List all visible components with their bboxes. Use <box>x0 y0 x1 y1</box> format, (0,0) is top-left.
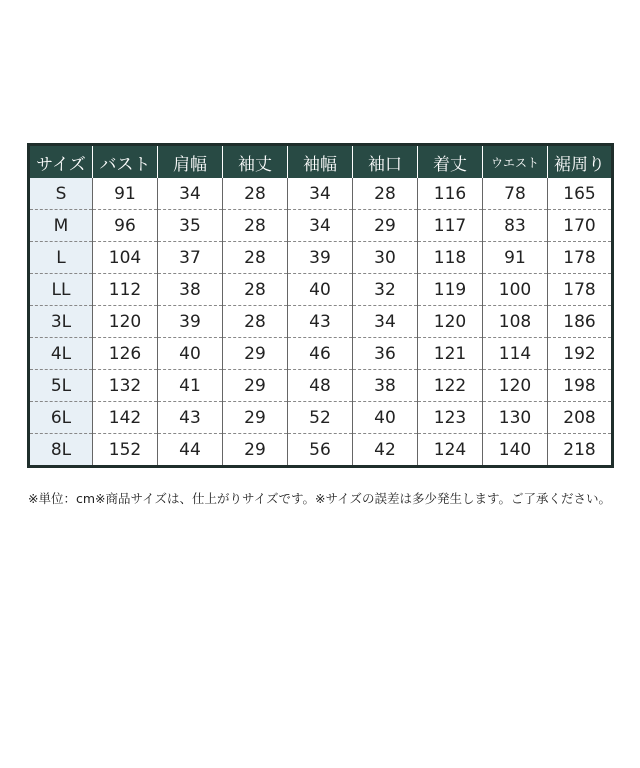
header-sleeve-length: 袖丈 <box>223 145 288 179</box>
table-row <box>29 274 613 306</box>
cell-sleeve-width: 48 <box>288 370 353 402</box>
cell-sleeve-length: 29 <box>223 338 288 370</box>
size-note: ※単位：cm※商品サイズは、仕上がりサイズです。※サイズの誤差は多少発生します。ご了承ください。 <box>28 491 611 506</box>
cell-sleeve-width: 46 <box>288 338 353 370</box>
cell-sleeve-length: 28 <box>223 242 288 274</box>
cell-total-length: 120 <box>418 306 483 338</box>
cell-waist: 78 <box>483 178 548 210</box>
cell-size: 5L <box>29 370 93 402</box>
cell-bust: 104 <box>93 242 158 274</box>
cell-sleeve-width: 43 <box>288 306 353 338</box>
cell-size: M <box>29 210 93 242</box>
cell-waist: 91 <box>483 242 548 274</box>
cell-total-length: 116 <box>418 178 483 210</box>
cell-shoulder-width: 39 <box>158 306 223 338</box>
cell-size: S <box>29 178 93 210</box>
cell-cuff: 36 <box>353 338 418 370</box>
cell-hem-circumference: 165 <box>548 178 613 210</box>
cell-bust: 96 <box>93 210 158 242</box>
header-cuff: 袖口 <box>353 145 418 179</box>
header-waist: ウエスト <box>483 145 548 179</box>
cell-bust: 142 <box>93 402 158 434</box>
table-row <box>29 370 613 402</box>
header-size: サイズ <box>29 145 93 179</box>
cell-waist: 130 <box>483 402 548 434</box>
size-chart-table <box>27 143 614 468</box>
table-row <box>29 178 613 210</box>
cell-total-length: 124 <box>418 434 483 467</box>
cell-cuff: 38 <box>353 370 418 402</box>
table-row <box>29 338 613 370</box>
cell-cuff: 34 <box>353 306 418 338</box>
cell-sleeve-width: 52 <box>288 402 353 434</box>
cell-waist: 120 <box>483 370 548 402</box>
table-row <box>29 242 613 274</box>
cell-waist: 83 <box>483 210 548 242</box>
table-row <box>29 210 613 242</box>
header-hem-circumference: 裾周り <box>548 145 613 179</box>
cell-cuff: 42 <box>353 434 418 467</box>
cell-hem-circumference: 198 <box>548 370 613 402</box>
cell-waist: 100 <box>483 274 548 306</box>
cell-shoulder-width: 37 <box>158 242 223 274</box>
cell-cuff: 30 <box>353 242 418 274</box>
cell-hem-circumference: 218 <box>548 434 613 467</box>
cell-cuff: 32 <box>353 274 418 306</box>
header-bust: バスト <box>93 145 158 179</box>
cell-size: LL <box>29 274 93 306</box>
cell-waist: 114 <box>483 338 548 370</box>
cell-shoulder-width: 38 <box>158 274 223 306</box>
table-row <box>29 306 613 338</box>
table-row <box>29 434 613 467</box>
cell-hem-circumference: 178 <box>548 274 613 306</box>
cell-sleeve-width: 40 <box>288 274 353 306</box>
cell-hem-circumference: 170 <box>548 210 613 242</box>
cell-shoulder-width: 44 <box>158 434 223 467</box>
cell-waist: 108 <box>483 306 548 338</box>
cell-bust: 112 <box>93 274 158 306</box>
cell-total-length: 117 <box>418 210 483 242</box>
header-sleeve-width: 袖幅 <box>288 145 353 179</box>
cell-sleeve-length: 28 <box>223 210 288 242</box>
table-body <box>29 178 613 467</box>
cell-total-length: 118 <box>418 242 483 274</box>
cell-shoulder-width: 35 <box>158 210 223 242</box>
cell-sleeve-width: 39 <box>288 242 353 274</box>
cell-sleeve-length: 29 <box>223 434 288 467</box>
cell-shoulder-width: 43 <box>158 402 223 434</box>
cell-waist: 140 <box>483 434 548 467</box>
cell-size: 6L <box>29 402 93 434</box>
cell-hem-circumference: 178 <box>548 242 613 274</box>
cell-total-length: 119 <box>418 274 483 306</box>
cell-total-length: 123 <box>418 402 483 434</box>
cell-sleeve-width: 56 <box>288 434 353 467</box>
cell-hem-circumference: 186 <box>548 306 613 338</box>
cell-sleeve-length: 29 <box>223 370 288 402</box>
cell-cuff: 40 <box>353 402 418 434</box>
cell-shoulder-width: 41 <box>158 370 223 402</box>
cell-sleeve-length: 28 <box>223 178 288 210</box>
cell-size: 3L <box>29 306 93 338</box>
cell-sleeve-width: 34 <box>288 178 353 210</box>
cell-bust: 132 <box>93 370 158 402</box>
cell-hem-circumference: 192 <box>548 338 613 370</box>
cell-sleeve-width: 34 <box>288 210 353 242</box>
cell-cuff: 29 <box>353 210 418 242</box>
cell-sleeve-length: 28 <box>223 274 288 306</box>
table-header-row <box>29 145 613 179</box>
header-shoulder-width: 肩幅 <box>158 145 223 179</box>
cell-size: L <box>29 242 93 274</box>
cell-bust: 126 <box>93 338 158 370</box>
cell-shoulder-width: 34 <box>158 178 223 210</box>
table-row <box>29 402 613 434</box>
cell-hem-circumference: 208 <box>548 402 613 434</box>
cell-bust: 120 <box>93 306 158 338</box>
cell-size: 4L <box>29 338 93 370</box>
cell-cuff: 28 <box>353 178 418 210</box>
cell-shoulder-width: 40 <box>158 338 223 370</box>
cell-sleeve-length: 29 <box>223 402 288 434</box>
header-total-length: 着丈 <box>418 145 483 179</box>
cell-bust: 152 <box>93 434 158 467</box>
cell-total-length: 121 <box>418 338 483 370</box>
cell-total-length: 122 <box>418 370 483 402</box>
cell-sleeve-length: 28 <box>223 306 288 338</box>
cell-bust: 91 <box>93 178 158 210</box>
cell-size: 8L <box>29 434 93 467</box>
